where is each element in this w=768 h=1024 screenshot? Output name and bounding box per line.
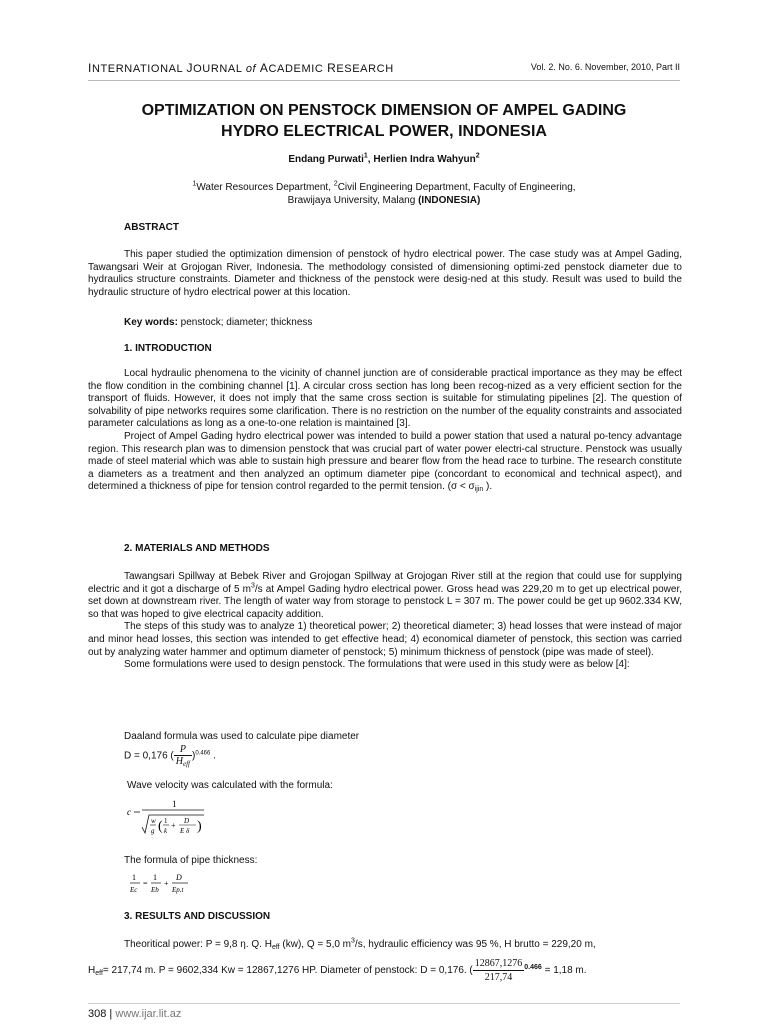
journal-name: INTERNATIONAL JOURNAL of ACADEMIC RESEARCH [88, 61, 394, 75]
svg-text:Ec: Ec [130, 886, 138, 894]
svg-text:E δ: E δ [180, 827, 190, 835]
svg-text:1: 1 [172, 799, 177, 809]
svg-text:1: 1 [132, 873, 136, 882]
introduction-heading: 1. INTRODUCTION [124, 343, 212, 354]
thickness-formula [124, 869, 204, 897]
svg-text:1: 1 [164, 817, 168, 825]
svg-text:D: D [184, 817, 190, 825]
results-text: Theoritical power: P = 9,8 η. Q. $H_{eff}$ (kw), Q = 5,0 $m^3/s$, hydraulic efficiency was 95 %, H brutto = 229,20 m, $H_{eff}= 217,74$ m. P = 9602,334 Kw = 12867,1276 HP. Diameter of penstock: D = 0,176. ( $\frac{12867,1276}{217,74}$ $^{0.466}$ = 1,18 m. [88, 937, 596, 983]
svg-text:w: w [151, 817, 156, 825]
footer-rule [88, 1003, 680, 1004]
paper-title: OPTIMIZATION ON PENSTOCK DIMENSION OF AMPEL GADING HYDRO ELECTRICAL POWER, INDONESIA [141, 102, 627, 140]
svg-text:1: 1 [153, 873, 157, 882]
svg-text:c: c [127, 807, 131, 817]
issue-info: Vol. 2. No. 6. November, 2010, Part II [530, 62, 680, 72]
abstract-heading: ABSTRACT [124, 222, 179, 233]
svg-text:Eb: Eb [151, 886, 159, 894]
abstract-text: This paper studied the optimization dimension of penstock of hydro electrical power. The case study was at Ampel Gading, Tawangsari Weir at Grojogan River, Indonesia. The methodology consisted of dimensioning optimi-zed penstock diameter due to hydraulics structure constraints. Diameter and thickness of the penstock were desig-ned at this study. Result was used to build the hydraulic structure of hydro electrical power at this location. [88, 249, 682, 298]
svg-text:Ep.t: Ep.t [172, 886, 184, 894]
page-number: 308 [88, 1008, 107, 1020]
page-footer: 308 | www.ijar.lit.az [88, 1008, 182, 1020]
svg-text:+: + [171, 821, 176, 830]
introduction-text: Local hydraulic phenomena to the vicinity of channel junction are of considerable practical importance as they may be effect the flow condition in the combining channel [1]. A circular cross section has long been recog-nized as a very efficient section for the transport of fluids. However, it does not imply that the same cross section is suitable for stimulating pipelines [2]. The question of solvability of pipe networks requires some clarification. There is no restriction on the number of the equality constraints and associated parameter calculations as long as a one-to-one relation is maintained [3]. Project of Ampel Gading hydro electrical power was intended to build a power station that used a natural po-tency advantage region. This research plan was to dimension penstock that was crucial part of water power electri-cal structure. Penstock was usually made of steel material which was able to sustain high pressure and bearer flow from the head race to turbine. The research constitute a diameters as a treatment and then analyzed an optimum diameter pipe (concordant to economical and technical aspect), and determined a thickness of pipe for tension control regarded to the permit tension. ($\sigma < \sigma_{ijin}$ ). [88, 368, 682, 494]
methods-heading: 2. MATERIALS AND METHODS [124, 543, 270, 554]
svg-text:(: ( [158, 819, 163, 834]
svg-text:+: + [164, 879, 169, 888]
svg-text:=: = [143, 879, 148, 888]
running-header [88, 58, 680, 81]
svg-text:D: D [176, 873, 182, 882]
methods-text: Tawangsari Spillway at Bebek River and Grojogan Spillway at Grojogan River still at the region that could use for supplying electric and it got a discharge of 5 $m^3/s$ at Ampel Gading hydro electrical power. Gross head was 229,20 m to get up electrical power, set down at downstream river. The length of water way from storage to penstock L = 307 m. The power could be get up 9602.334 KW, so that was hoped to give electrical capacity addition. The steps of this study was to analyze 1) theoretical power; 2) theoretical diameter; 3) head losses that were instead of major and minor head losses, this section was intended to get effective head; 4) economical diameter of penstock, this section was carried out by analyzing water hammer and optimum diameter of penstock; 5) minimum thickness of penstock (pipe was made of steel). Some formulations were used to design penstock. The formulations that were used in this study were as below [4]: [88, 571, 683, 671]
keywords: Key words: penstock; diameter; thickness [124, 317, 313, 328]
wave-caption: Wave velocity was calculated with the formula: [127, 780, 333, 791]
results-heading: 3. RESULTS AND DISCUSSION [124, 911, 271, 922]
svg-text:g: g [151, 827, 155, 835]
thickness-caption: The formula of pipe thickness: [124, 855, 258, 866]
svg-text:): ) [197, 819, 202, 834]
affiliation: $^1$Water Resources Department, $^2$Civil Engineering Department, Faculty of Engineering, Brawijaya University, Malang (INDONESIA) [192, 180, 576, 206]
wave-velocity-formula [124, 793, 214, 841]
journal-url[interactable]: www.ijar.lit.az [115, 1008, 182, 1020]
daaland-caption: Daaland formula was used to calculate pipe diameter [124, 731, 360, 742]
diameter-formula: D = 0,176 ( $\frac{P}{H_{eff}}$ )$^{0.466}$ . [124, 744, 216, 768]
authors: Endang Purwati$^1$, Herlien Indra Wahyun$^2$ [288, 152, 480, 165]
svg-text:k: k [164, 827, 168, 835]
